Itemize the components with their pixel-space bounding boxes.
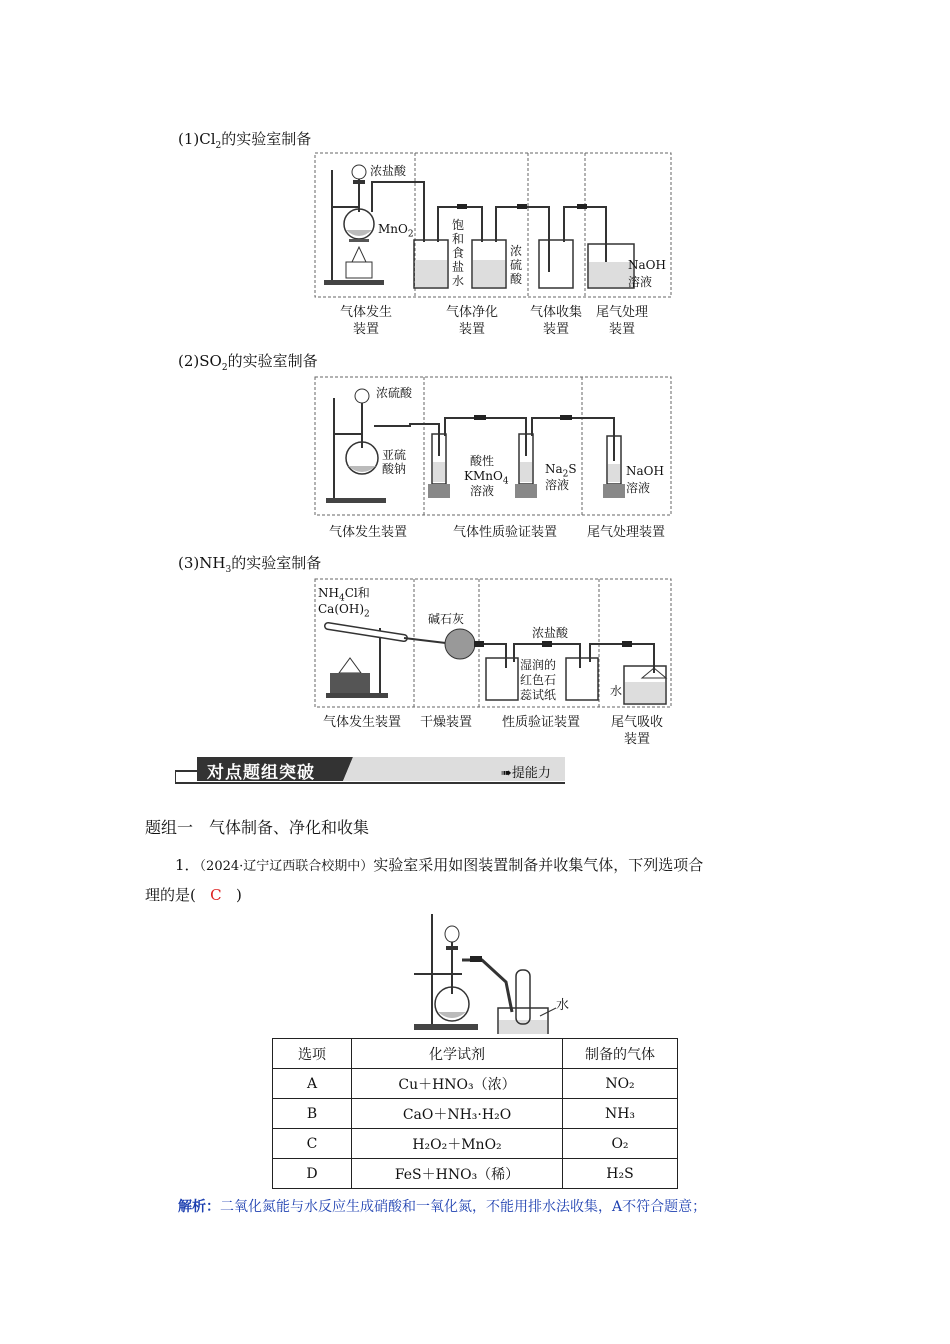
caption-nh3-property: 性质验证装置 — [501, 715, 580, 730]
caption-tail-gas: 尾气处理装置 — [596, 305, 649, 337]
cell-gas: H₂S — [563, 1159, 678, 1189]
caption-nh3-drying: 干燥装置 — [419, 715, 472, 730]
label-kmno4: KMnO$_4$ — [464, 469, 509, 487]
label-caoh2: $Ca(OH)_2$ — [318, 602, 370, 620]
label-naoh-solution: 溶液 — [628, 275, 653, 289]
label-kmno4-acidic: 酸性 — [470, 454, 495, 468]
header-gas: 制备的气体 — [563, 1039, 678, 1069]
cell-gas: O₂ — [563, 1129, 678, 1159]
cell-reagent: H₂O₂＋MnO₂ — [352, 1129, 563, 1159]
caption-nh3-generation: 气体发生装置 — [322, 715, 401, 730]
label-litmus-3: 蕊试纸 — [520, 688, 557, 702]
arrow-icon: ➠ — [501, 766, 512, 781]
label-naoh: NaOH — [628, 258, 666, 272]
cell-option: A — [273, 1069, 352, 1099]
label-na2so3: 亚硫酸钠 — [382, 448, 407, 476]
label-na2s: $Na_2S$ — [545, 462, 577, 480]
caption-nh3-tail: 尾气吸收装置 — [610, 715, 663, 747]
label-conc-h2so4: 浓硫酸 — [510, 244, 523, 286]
group-title: 题组一 气体制备、净化和收集 — [145, 818, 370, 837]
cell-option: C — [273, 1129, 352, 1159]
caption-gas-generation: 气体发生装置 — [340, 305, 393, 337]
table-row — [273, 1099, 678, 1129]
question-line-2: 理的是( C ) — [145, 886, 242, 904]
label-na2s-solution: 溶液 — [545, 478, 570, 492]
label-litmus-2: 红色石 — [520, 673, 557, 687]
analysis-text: 解析：二氧化氮能与水反应生成硝酸和一氧化氮，不能用排水法收集，A不符合题意； — [178, 1199, 707, 1215]
table-row — [273, 1129, 678, 1159]
caption-so2-property: 气体性质验证装置 — [452, 525, 557, 540]
caption-gas-collection: 气体收集装置 — [530, 305, 583, 337]
cell-reagent: FeS＋HNO₃（稀） — [352, 1159, 563, 1189]
label-nh4cl: $NH_4Cl$和 — [318, 586, 370, 604]
options-table — [272, 1038, 678, 1189]
table-row — [273, 1159, 678, 1189]
caption-so2-tail: 尾气处理装置 — [586, 525, 665, 540]
banner-title: 对点题组突破 — [207, 763, 315, 783]
section-banner — [175, 755, 565, 787]
cell-gas: NO₂ — [563, 1069, 678, 1099]
label-so2-conc-h2so4: 浓硫酸 — [376, 386, 413, 400]
label-soda-lime: 碱石灰 — [428, 612, 465, 626]
section-title-cl2: $(1)Cl_2$的实验室制备 — [178, 130, 312, 151]
header-option: 选项 — [273, 1039, 352, 1069]
label-conc-hcl: 浓盐酸 — [370, 164, 407, 178]
cell-option: B — [273, 1099, 352, 1129]
question-water-label: 水 — [556, 998, 570, 1013]
label-mno2: MnO$_2$ — [378, 222, 414, 240]
question-line-1: 1．（2024·辽宁辽西联合校期中）实验室采用如图装置制备并收集气体，下列选项合 — [175, 856, 704, 874]
banner-tag: ➠提能力 — [501, 766, 551, 781]
caption-gas-purification: 气体净化装置 — [446, 305, 499, 337]
cell-reagent: Cu＋HNO₃（浓） — [352, 1069, 563, 1099]
label-sat-nacl: 饱和食盐水 — [452, 218, 465, 288]
cell-reagent: CaO＋NH₃·H₂O — [352, 1099, 563, 1129]
table-header-row — [273, 1039, 678, 1069]
answer: C — [210, 886, 222, 904]
label-water: 水 — [610, 684, 623, 698]
cl2-apparatus-diagram — [314, 152, 672, 298]
caption-so2-generation: 气体发生装置 — [328, 525, 407, 540]
label-kmno4-solution: 溶液 — [470, 484, 495, 498]
label-nh3-conc-hcl: 浓盐酸 — [532, 626, 569, 640]
table-row — [273, 1069, 678, 1099]
section-title-so2: $(2)SO_2$的实验室制备 — [178, 352, 318, 373]
label-so2-naoh-solution: 溶液 — [626, 481, 651, 495]
section-title-nh3: $(3)NH_3$的实验室制备 — [178, 554, 322, 575]
label-litmus-1: 湿润的 — [520, 658, 557, 672]
cell-gas: NH₃ — [563, 1099, 678, 1129]
header-reagent: 化学试剂 — [352, 1039, 563, 1069]
label-so2-naoh: NaOH — [626, 464, 664, 478]
question-apparatus-diagram — [410, 912, 580, 1034]
cell-option: D — [273, 1159, 352, 1189]
